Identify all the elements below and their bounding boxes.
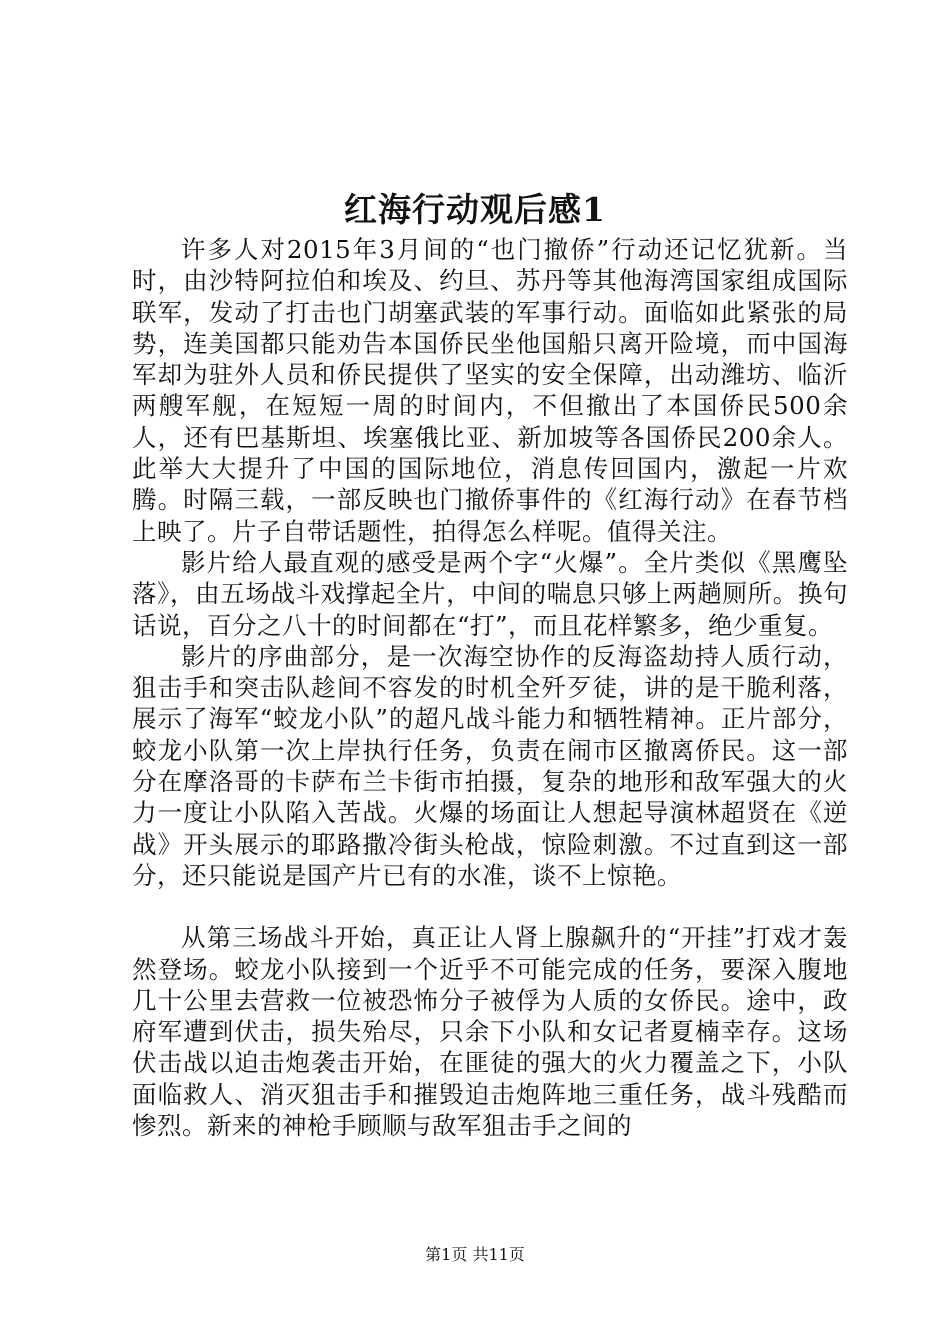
paragraph-1: 许多人对2015年3月间的“也门撤侨”行动还记忆犹新。当时，由沙特阿拉伯和埃及、约旦、苏丹等其他海湾国家组成国际联军，发动了打击也门胡塞武装的军事行动。面临如此紧张的局势，连美国都只能劝告本国侨民坐他国船只离开险境，而中国海军却为驻外人员和侨民提供了坚实的安全保障，出动潍坊、临沂两艘军舰，在短短一周的时间内，不但撤出了本国侨民500余人，还有巴基斯坦、埃塞俄比亚、新加坡等各国侨民200余人。此举大大提升了中国的国际地位，消息传回国内，激起一片欢腾。时隔三载，一部反映也门撤侨事件的《红海行动》在春节档上映了。片子自带话题性，拍得怎么样呢。值得关注。 bbox=[132, 235, 848, 546]
paragraph-4: 从第三场战斗开始，真正让人肾上腺飙升的“开挂”打戏才轰然登场。蛟龙小队接到一个近乎不可能完成的任务，要深入腹地几十公里去营救一位被恐怖分子被俘为人质的女侨民。途中，政府军遭到伏击，损失殆尽，只余下小队和女记者夏楠幸存。这场伏击战以迫击炮袭击开始，在匪徒的强大的火力覆盖之下，小队面临救人、消灭狙击手和摧毁迫击炮阵地三重任务，战斗残酷而惨烈。新来的神枪手顾顺与敌军狙击手之间的 bbox=[132, 923, 848, 1141]
paragraph-2: 影片给人最直观的感受是两个字“火爆”。全片类似《黑鹰坠落》，由五场战斗戏撑起全片，中间的喘息只够上两趟厕所。换句话说，百分之八十的时间都在“打”，而且花样繁多，绝少重复。 bbox=[132, 547, 848, 640]
page-number-footer: 第1页 共11页 bbox=[425, 1245, 525, 1264]
paragraph-3: 影片的序曲部分，是一次海空协作的反海盗劫持人质行动，狙击手和突击队趁间不容发的时机全歼歹徒，讲的是干脆利落，展示了海军“蛟龙小队”的超凡战斗能力和牺牲精神。正片部分，蛟龙小队第一次上岸执行任务，负责在闹市区撤离侨民。这一部分在摩洛哥的卡萨布兰卡街市拍摄，复杂的地形和敌军强大的火力一度让小队陷入苦战。火爆的场面让人想起导演林超贤在《逆战》开头展示的耶路撒冷街头枪战，惊险刺激。不过直到这一部分，还只能说是国产片已有的水准，谈不上惊艳。 bbox=[132, 641, 848, 890]
document-body bbox=[132, 234, 848, 1141]
document-title: 红海行动观后感1 bbox=[344, 190, 606, 229]
